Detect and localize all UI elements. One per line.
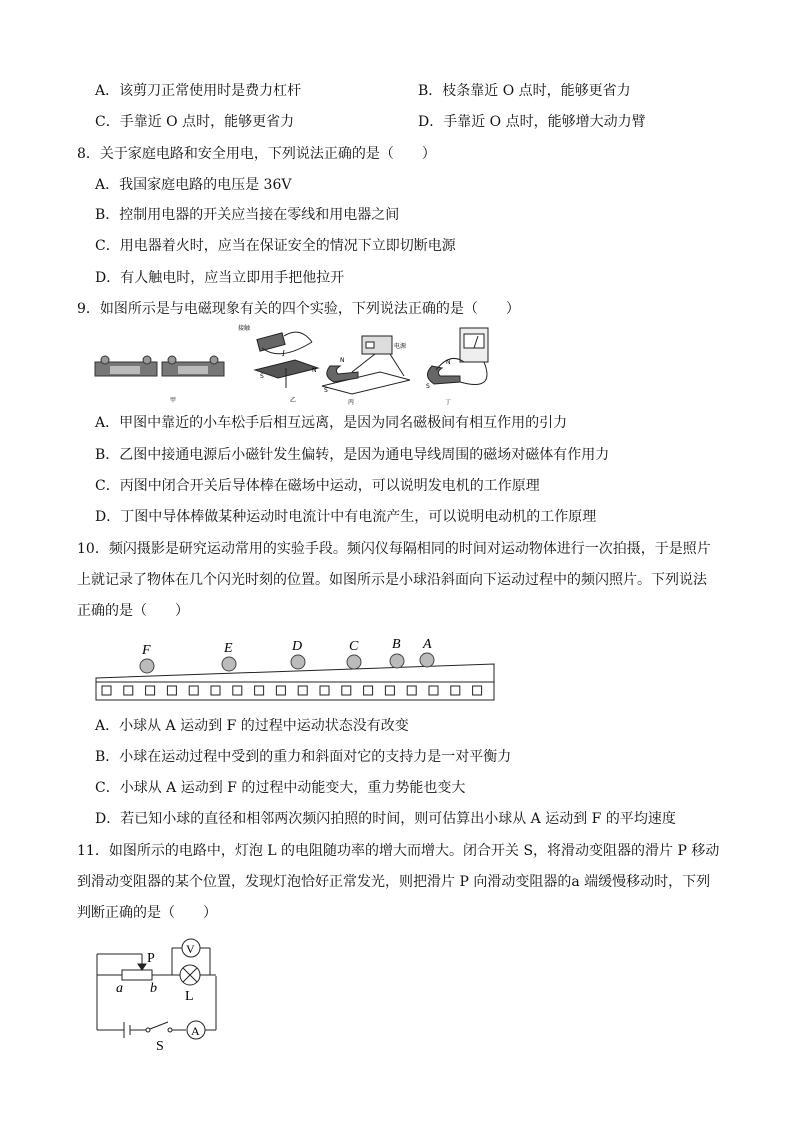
film-hole — [342, 686, 351, 695]
q8-option-a: A．我国家庭电路的电压是 36V — [95, 177, 292, 193]
ammeter-label: A — [191, 1024, 200, 1038]
q9-option-d: D．丁图中导体棒做某种运动时电流计中有电流产生，可以说明电动机的工作原理 — [95, 509, 597, 525]
q8-option-b: B．控制用电器的开关应当接在零线和用电器之间 — [95, 207, 400, 223]
q10-figure — [94, 632, 496, 704]
svg-text:N: N — [446, 359, 451, 366]
q10-stem-line1: 10．频闪摄影是研究运动常用的实验手段。频闪仪每隔相同的时间对运动物体进行一次拍摄，于是照片 — [77, 541, 711, 557]
film-hole — [407, 686, 416, 695]
film-hole — [320, 686, 329, 695]
q11-circuit — [92, 934, 222, 1054]
car-1 — [95, 356, 157, 376]
q9-stem: 9．如图所示是与电磁现象有关的四个实验，下列说法正确的是（ ） — [77, 301, 520, 317]
q10-option-c: C．小球从 A 运动到 F 的过程中动能变大，重力势能也变大 — [95, 780, 466, 796]
label-p: P — [147, 951, 155, 966]
svg-text:S: S — [324, 387, 328, 394]
film-holes — [102, 686, 482, 695]
q11-stem-line3: 判断正确的是（ ） — [77, 905, 217, 921]
film-hole — [102, 686, 111, 695]
q10-option-b: B．小球在运动过程中受到的重力和斜面对它的支持力是一对平衡力 — [95, 749, 512, 765]
ball-label-d: D — [292, 639, 303, 654]
film-hole — [298, 686, 307, 695]
label-jiechu: 接触 — [238, 325, 251, 332]
film-hole — [276, 686, 285, 695]
film-hole — [255, 686, 264, 695]
q7-option-d: D．手靠近 O 点时，能够增大动力臂 — [418, 114, 646, 130]
svg-text:I: I — [282, 349, 285, 358]
svg-text:N: N — [340, 357, 345, 364]
q11-stem-line1: 11．如图所示的电路中，灯泡 L 的电阻随功率的增大而增大。闭合开关 S，将滑动变阻器的滑片 P 移动 — [77, 843, 720, 859]
q10-option-a: A．小球从 A 运动到 F 的过程中运动状态没有改变 — [95, 718, 409, 734]
voltmeter-label: V — [186, 942, 195, 956]
q11-stem-line2: 到滑动变阻器的某个位置，发现灯泡恰好正常发光，则把滑片 P 向滑动变阻器的a 端缓慢移动时，下列 — [77, 874, 711, 890]
q10-option-d: D．若已知小球的直径和相邻两次频闪拍照的时间，则可估算出小球从 A 运动到 F 的平均速度 — [95, 811, 676, 827]
film-hole — [189, 686, 198, 695]
film-hole — [451, 686, 460, 695]
film-hole — [385, 686, 394, 695]
ball-label-f: F — [142, 643, 151, 658]
ball-label-c: C — [349, 639, 359, 654]
ball-label-a: A — [423, 637, 432, 652]
film-hole — [364, 686, 373, 695]
q9-option-c: C．丙图中闭合开关后导体棒在磁场中运动，可以说明发电机的工作原理 — [95, 478, 540, 494]
label-a-end: a — [116, 981, 123, 996]
svg-text:S: S — [260, 373, 264, 380]
label-yi: 乙 — [290, 397, 297, 404]
svg-text:S: S — [426, 383, 430, 390]
car-2 — [162, 356, 224, 376]
svg-text:N: N — [312, 367, 317, 374]
q9-figure — [90, 322, 510, 410]
q8-option-d: D．有人触电时，应当立即用手把他拉开 — [95, 270, 345, 286]
q7-option-a: A．该剪刀正常使用时是费力杠杆 — [95, 83, 302, 99]
film-hole — [124, 686, 133, 695]
q9-option-b: B．乙图中接通电源后小磁针发生偏转，是因为通电导线周围的磁场对磁体有作用力 — [95, 447, 610, 463]
label-jia: 甲 — [170, 397, 177, 404]
q9-option-a: A．甲图中靠近的小车松手后相互远离，是因为同名磁极间有相互作用的引力 — [95, 415, 568, 431]
label-ding: 丁 — [445, 399, 452, 406]
q7-option-c: C．手靠近 O 点时，能够更省力 — [95, 114, 295, 130]
film-hole — [233, 686, 242, 695]
film-hole — [211, 686, 220, 695]
ball-label-b: B — [392, 637, 401, 652]
label-lamp: L — [185, 989, 194, 1004]
ball-label-e: E — [224, 641, 233, 656]
q8-option-c: C．用电器着火时，应当在保证安全的情况下立即切断电源 — [95, 238, 456, 254]
film-hole — [473, 686, 482, 695]
film-hole — [146, 686, 155, 695]
q10-stem-line2: 上就记录了物体在几个闪光时刻的位置。如图所示是小球沿斜面向下运动过程中的频闪照片。下列说法 — [77, 572, 707, 588]
label-bing: 丙 — [348, 399, 355, 406]
label-b-end: b — [150, 981, 157, 996]
film-hole — [167, 686, 176, 695]
q8-stem: 8．关于家庭电路和安全用电，下列说法正确的是（ ） — [77, 146, 436, 162]
q7-option-b: B．枝条靠近 O 点时，能够更省力 — [418, 83, 631, 99]
label-switch: S — [156, 1039, 164, 1054]
svg-text:电源: 电源 — [394, 343, 407, 350]
film-hole — [429, 686, 438, 695]
q10-stem-line3: 正确的是（ ） — [77, 603, 189, 619]
